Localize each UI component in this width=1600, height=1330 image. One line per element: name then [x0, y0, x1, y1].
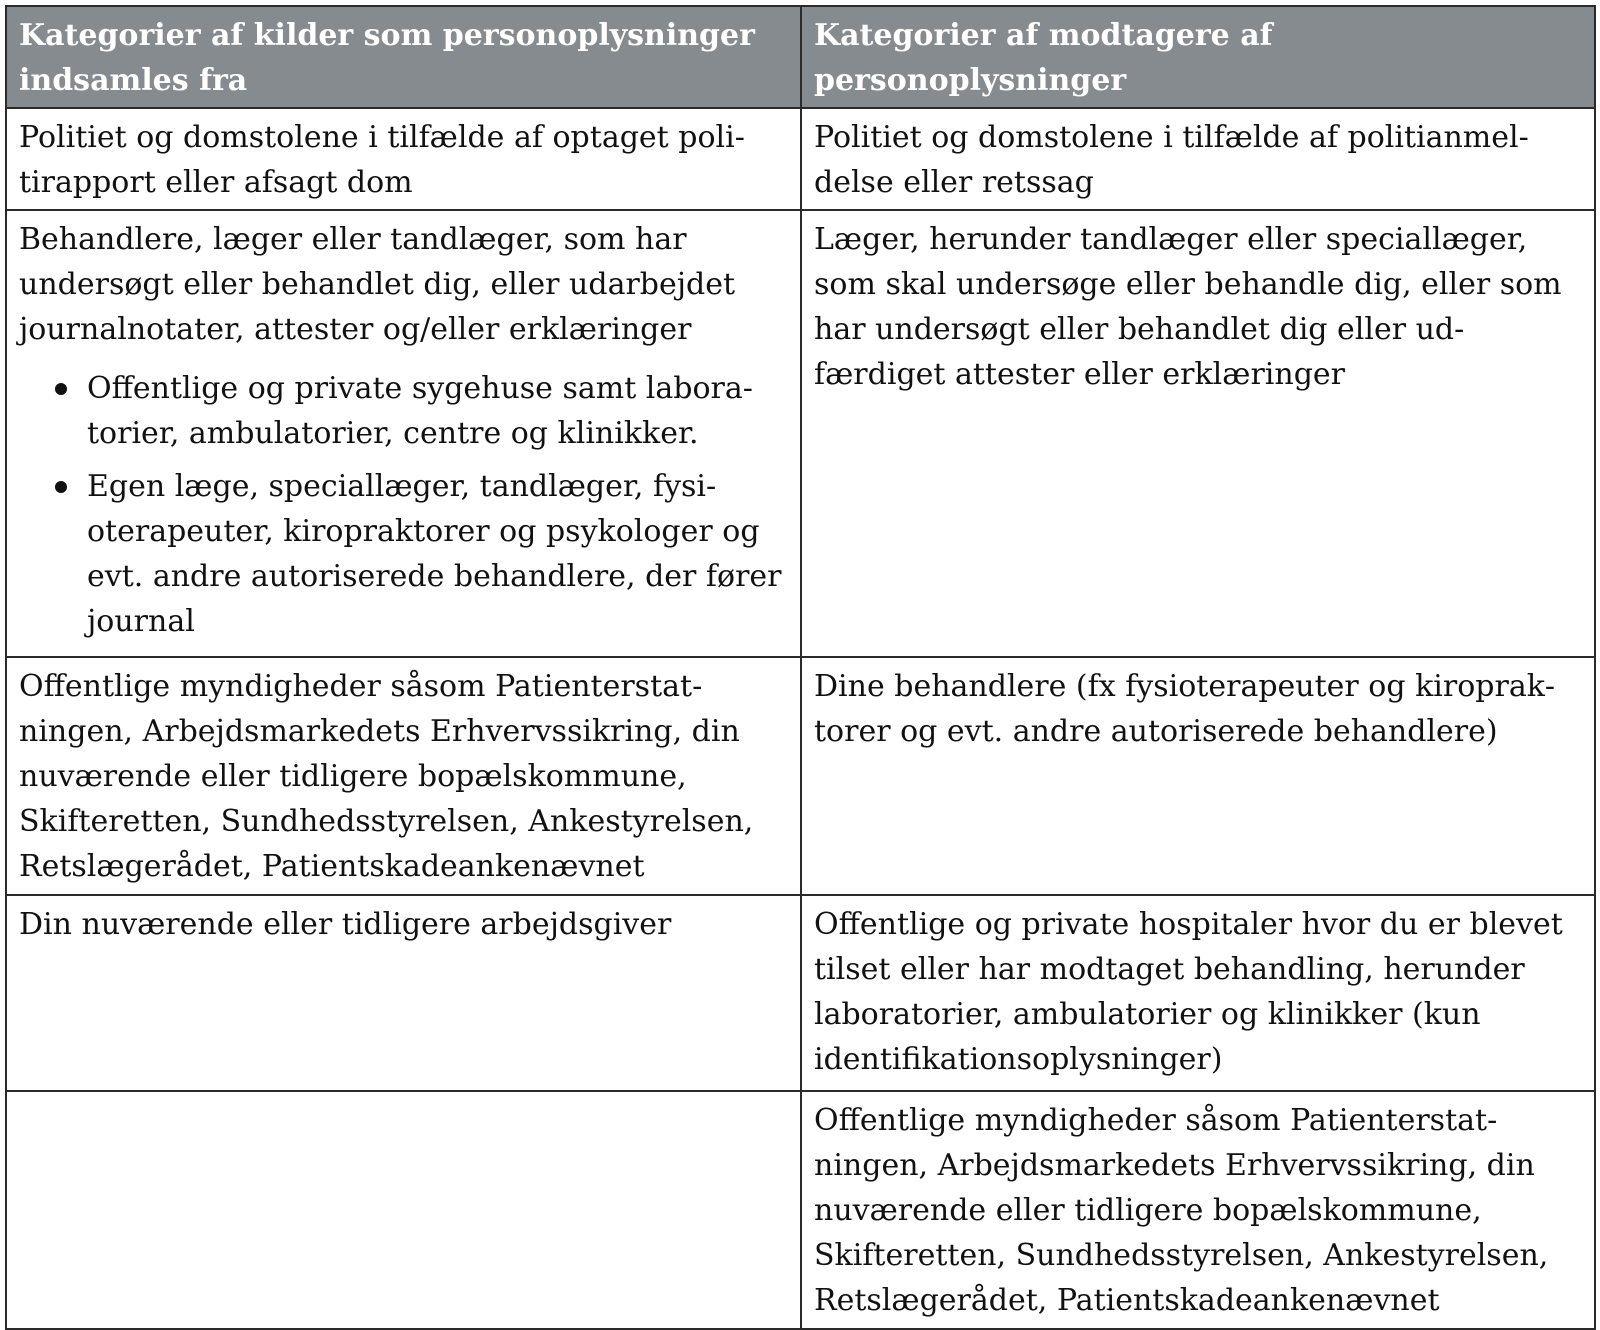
table-row — [6, 895, 1595, 1091]
source-cell-empty — [6, 1091, 801, 1329]
source-cell: Din nuværende eller tidligere arbejdsgiver — [6, 895, 801, 1091]
list-item — [87, 464, 788, 644]
list-item — [87, 366, 788, 456]
list-item-text: Offentlige og private sygehuse samt laboratorier, ambulatorier, centre og klinikker. — [87, 371, 753, 451]
source-bullet-list — [19, 366, 788, 644]
recipient-cell: Dine behandlere (fx fysioterapeuter og kiropraktorer og evt. andre autoriserede behandlere) — [801, 657, 1595, 895]
recipient-cell: Læger, herunder tandlæger eller speciallæger, som skal undersøge eller behandle dig, eller som har undersøgt eller behandlet dig eller udfærdiget attester eller erklæringer — [801, 210, 1595, 657]
recipient-cell: Offentlige og private hospitaler hvor du er blevet tilset eller har modtaget behandling, herunder laboratorier, ambulatorier og klinikker (kun identifikationsoplysninger) — [801, 895, 1595, 1091]
source-cell: Politiet og domstolene i tilfælde af optaget politirapport eller afsagt dom — [6, 108, 801, 210]
header-recipients: Kategorier af modtagere af personoplysninger — [801, 6, 1595, 108]
header-row — [6, 6, 1595, 108]
table-row — [6, 1091, 1595, 1329]
table-row — [6, 210, 1595, 657]
source-cell: Offentlige myndigheder såsom Patienterstatningen, Arbejdsmarkedets Erhvervssikring, din nuværende eller tidligere bopælskommune, Skifteretten, Sundhedsstyrelsen, Ankestyrelsen, Retslægerådet, Patientskadeankenævnet — [6, 657, 801, 895]
table-row — [6, 108, 1595, 210]
categories-table — [5, 5, 1596, 1330]
bullet-icon — [55, 383, 67, 395]
recipient-cell: Offentlige myndigheder såsom Patienterstatningen, Arbejdsmarkedets Erhvervssikring, din nuværende eller tidligere bopælskommune, Skifteretten, Sundhedsstyrelsen, Ankestyrelsen, Retslægerådet, Patientskadeankenævnet — [801, 1091, 1595, 1329]
table-row — [6, 657, 1595, 895]
list-item-text: Egen læge, speciallæger, tandlæger, fysioterapeuter, kiropraktorer og psykologer og evt. andre autoriserede behandlere, der fører journal — [87, 469, 782, 639]
source-cell — [6, 210, 801, 657]
bullet-icon — [55, 481, 67, 493]
header-sources: Kategorier af kilder som personoplysninger indsamles fra — [6, 6, 801, 108]
recipient-cell: Politiet og domstolene i tilfælde af politianmeldelse eller retssag — [801, 108, 1595, 210]
source-cell-text: Behandlere, læger eller tandlæger, som har undersøgt eller behandlet dig, eller udarbejdet journalnotater, attester og/eller erklæringer — [19, 222, 736, 347]
